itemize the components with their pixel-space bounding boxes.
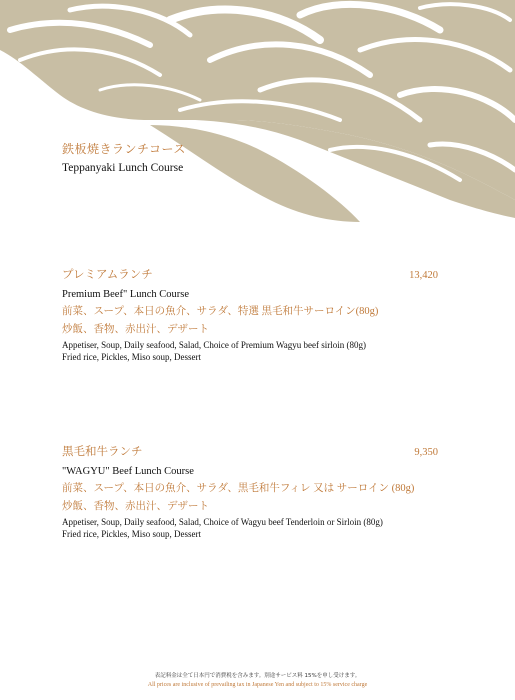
course-desc-en-1: Appetiser, Soup, Daily seafood, Salad, Choice of Wagyu beef Tenderloin or Sirloin (80g): [62, 517, 383, 527]
course-wagyu: [62, 443, 452, 540]
course-desc-en: [62, 517, 452, 540]
course-desc-en: [62, 340, 452, 363]
course-desc-jp-2: 炒飯、香物、赤出汁、デザート: [62, 501, 209, 512]
course-desc-jp-1: 前菜、スープ、本日の魚介、サラダ、黒毛和牛フィレ 又は サーロイン (80g): [62, 483, 415, 494]
footnote-en: All prices are inclusive of prevailing tax in Japanese Yen and subject to 15% service charge: [147, 682, 368, 688]
course-name-jp: 黒毛和牛ランチ: [62, 446, 143, 458]
course-name-en: "WAGYU" Beef Lunch Course: [62, 466, 194, 477]
course-price: 9,350: [414, 447, 438, 458]
course-desc-en-2: Fried rice, Pickles, Miso soup, Dessert: [62, 528, 201, 539]
page-title-jp: 鉄板焼きランチコース: [62, 142, 186, 156]
course-desc-jp-2: 炒飯、香物、赤出汁、デザート: [62, 324, 209, 335]
price-footnote: [0, 671, 515, 688]
course-desc-en-1: Appetiser, Soup, Daily seafood, Salad, Choice of Premium Wagyu beef sirloin (80g): [62, 340, 366, 350]
course-price: 13,420: [409, 270, 438, 281]
footnote-jp: 表記料金は全て日本円で消費税を含みます。別途サービス料 15%を申し受けます。: [154, 673, 361, 679]
course-desc-en-2: Fried rice, Pickles, Miso soup, Dessert: [62, 351, 201, 362]
course-name-en: Premium Beef" Lunch Course: [62, 289, 190, 300]
course-premium: [62, 266, 452, 363]
page-title-en: Teppanyaki Lunch Course: [62, 162, 184, 174]
course-desc-jp-1: 前菜、スープ、本日の魚介、サラダ、特選 黒毛和牛サーロイン(80g): [62, 306, 379, 317]
course-name-jp: プレミアムランチ: [62, 269, 153, 281]
brush-stroke-decoration: [0, 0, 515, 230]
course-header: [62, 140, 186, 174]
